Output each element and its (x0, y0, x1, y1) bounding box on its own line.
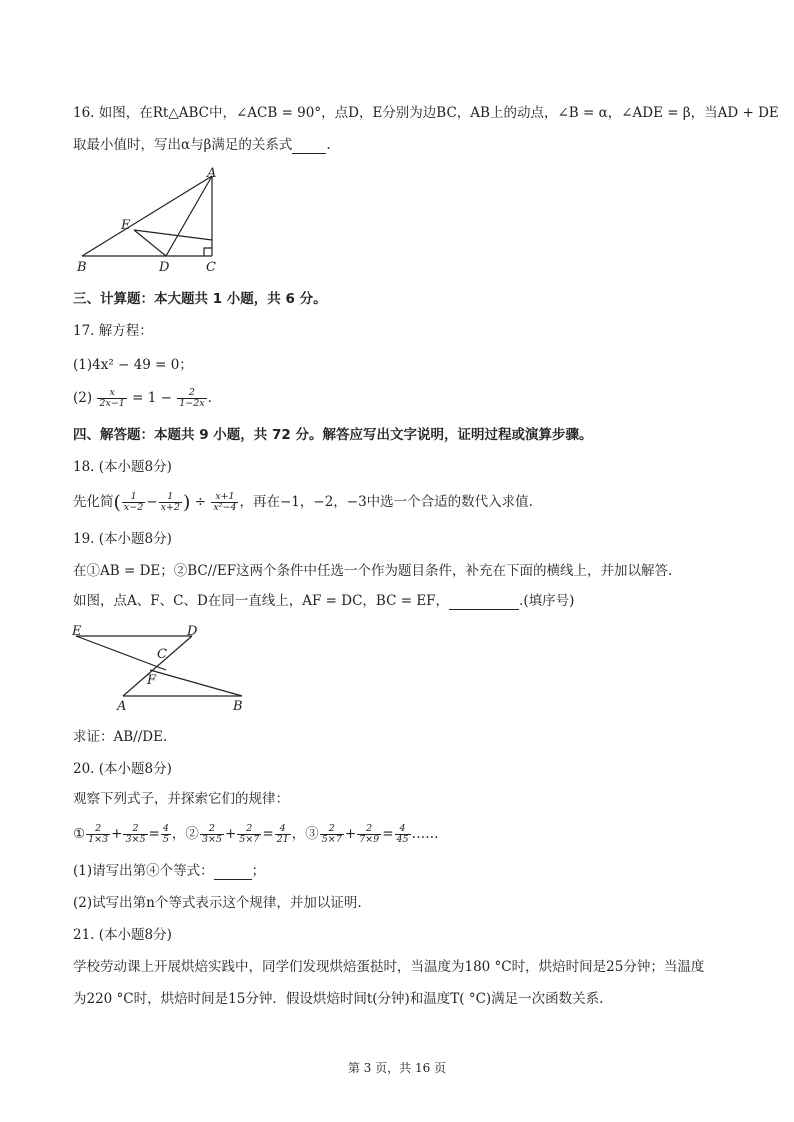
plus-sign: + (111, 826, 123, 842)
paren-open: ( (113, 491, 121, 514)
q16-line1: 16. 如图，在Rt△ABC中，∠ACB = 90°，点D，E分别为边BC，AB上的动点，∠B = α，∠ADE = β，当AD + DE (73, 105, 779, 121)
equals-sign: = (148, 826, 160, 842)
circled-1: ① (73, 826, 86, 842)
q20-equations (73, 824, 439, 845)
answer-blank (214, 865, 252, 880)
label-a: A (207, 166, 217, 181)
fraction: $\frac{x}{2x-1}$ (99, 387, 125, 409)
q19-title: 19. (本小题8分) (73, 531, 172, 547)
label-f: F (147, 673, 157, 688)
fraction: $\frac{2}{5\times 7}$ (321, 823, 342, 845)
q16-line2-text: 取最小值时，写出α与β满足的关系式 (73, 137, 293, 153)
label-e: E (72, 624, 82, 639)
plus-sign: + (224, 826, 237, 842)
separator: ， (171, 826, 186, 842)
circled-2: ② (185, 826, 199, 842)
page-footer: 第 3 页，共 16 页 (347, 1061, 447, 1075)
minus-sign: − (146, 494, 158, 510)
fraction: $\frac{x+1}{\text{x²−4}}$ (213, 491, 237, 513)
q19-line2-text: 如图，点A、F、C、D在同一直线上，AF = DC，BC = EF， (73, 593, 450, 609)
circled-3: ③ (305, 826, 319, 842)
label-b: B (233, 699, 243, 712)
q16-line2-end: . (326, 137, 331, 153)
answer-blank (292, 139, 326, 154)
right-angle-mark (204, 248, 212, 256)
segment-fb (150, 670, 242, 696)
triangle-figure-1 (70, 164, 230, 278)
q17-title: 17. 解方程： (73, 323, 153, 339)
q17-part2-mid: = 1 − (132, 390, 172, 406)
parallel-figure-2 (66, 620, 256, 712)
divide-sign: ÷ (194, 494, 207, 510)
q17-part1: (1)4x² − 49 = 0； (73, 357, 193, 373)
fraction: $\frac{2}{3\times 5}$ (201, 823, 222, 845)
q17-part2-end: . (207, 390, 212, 406)
fraction: $\frac{4}{21}$ (276, 823, 289, 845)
label-a: A (117, 699, 127, 712)
plus-sign: + (344, 826, 357, 842)
answer-blank (449, 595, 519, 610)
equals-sign: = (382, 826, 394, 842)
q20-part1 (73, 862, 265, 880)
q20-part2: (2)试写出第n个等式表示这个规律，并加以证明. (73, 895, 362, 911)
q17-part2-prefix: (2) (73, 390, 93, 406)
label-e: E (121, 218, 131, 233)
section-heading-4: 四、解答题：本题共 9 小题，共 72 分。解答应写出文字说明，证明过程或演算步骤。 (73, 427, 593, 443)
q18-title: 18. (本小题8分) (73, 459, 172, 475)
fraction: $\frac{2}{1\times 3}$ (88, 823, 109, 845)
q21-title: 21. (本小题8分) (73, 927, 172, 943)
q21-line2: 为220 °C时，烘焙时间是15分钟．假设烘焙时间t(分钟)和温度T( °C)满足一次函数关系. (73, 991, 604, 1007)
q21-line1: 学校劳动课上开展烘焙实践中，同学们发现烘焙蛋挞时，当温度为180 °C时，烘焙时间是25分钟；当温度 (73, 959, 705, 975)
q16-line2 (73, 136, 331, 154)
fraction: $\frac{1}{x+2}$ (160, 491, 180, 513)
q20-title: 20. (本小题8分) (73, 761, 172, 777)
q19-line2-end: .(填序号) (519, 593, 575, 609)
separator: ， (291, 826, 306, 842)
segment-ad (123, 636, 192, 696)
equals-sign: = (262, 826, 274, 842)
fraction: $\frac{4}{5}$ (162, 823, 169, 845)
ellipsis: …… (411, 826, 439, 842)
fraction: $\frac{1}{x-2}$ (123, 491, 144, 513)
label-b: B (77, 260, 87, 275)
q18-body (73, 492, 533, 513)
segment-e-to-ac (134, 230, 212, 240)
q20-part1-end: ； (251, 863, 266, 879)
fraction: $\frac{4}{45}$ (396, 823, 409, 845)
label-d: D (187, 624, 198, 639)
q19-line2 (73, 592, 574, 610)
label-c: C (206, 260, 216, 275)
segment-ab (82, 176, 212, 256)
fraction: $\frac{2}{5\times 7}$ (239, 823, 260, 845)
q18-prefix: 先化简 (73, 494, 114, 510)
segment-ad (166, 176, 212, 256)
q20-part1-text: (1)请写出第④个等式： (73, 863, 214, 879)
fraction: $\frac{2}{1-2x}$ (179, 387, 205, 409)
section-heading-3: 三、计算题：本大题共 1 小题，共 6 分。 (73, 291, 327, 307)
label-c: C (157, 647, 167, 662)
segment-ec (76, 636, 166, 670)
q18-suffix: ，再在−1，−2，−3中选一个合适的数代入求值. (239, 494, 533, 510)
q17-part2 (73, 388, 212, 409)
paren-close: ) (182, 491, 191, 514)
q20-intro: 观察下列式子，并探索它们的规律： (73, 791, 289, 807)
q19-proof: 求证：AB//DE. (73, 729, 168, 745)
label-d: D (159, 260, 170, 275)
q19-line1: 在①AB = DE；②BC//EF这两个条件中任选一个作为题目条件，补充在下面的横线上，并加以解答. (73, 563, 673, 579)
fraction: $\frac{2}{7\times 9}$ (359, 823, 380, 845)
fraction: $\frac{2}{3\times 5}$ (125, 823, 146, 845)
